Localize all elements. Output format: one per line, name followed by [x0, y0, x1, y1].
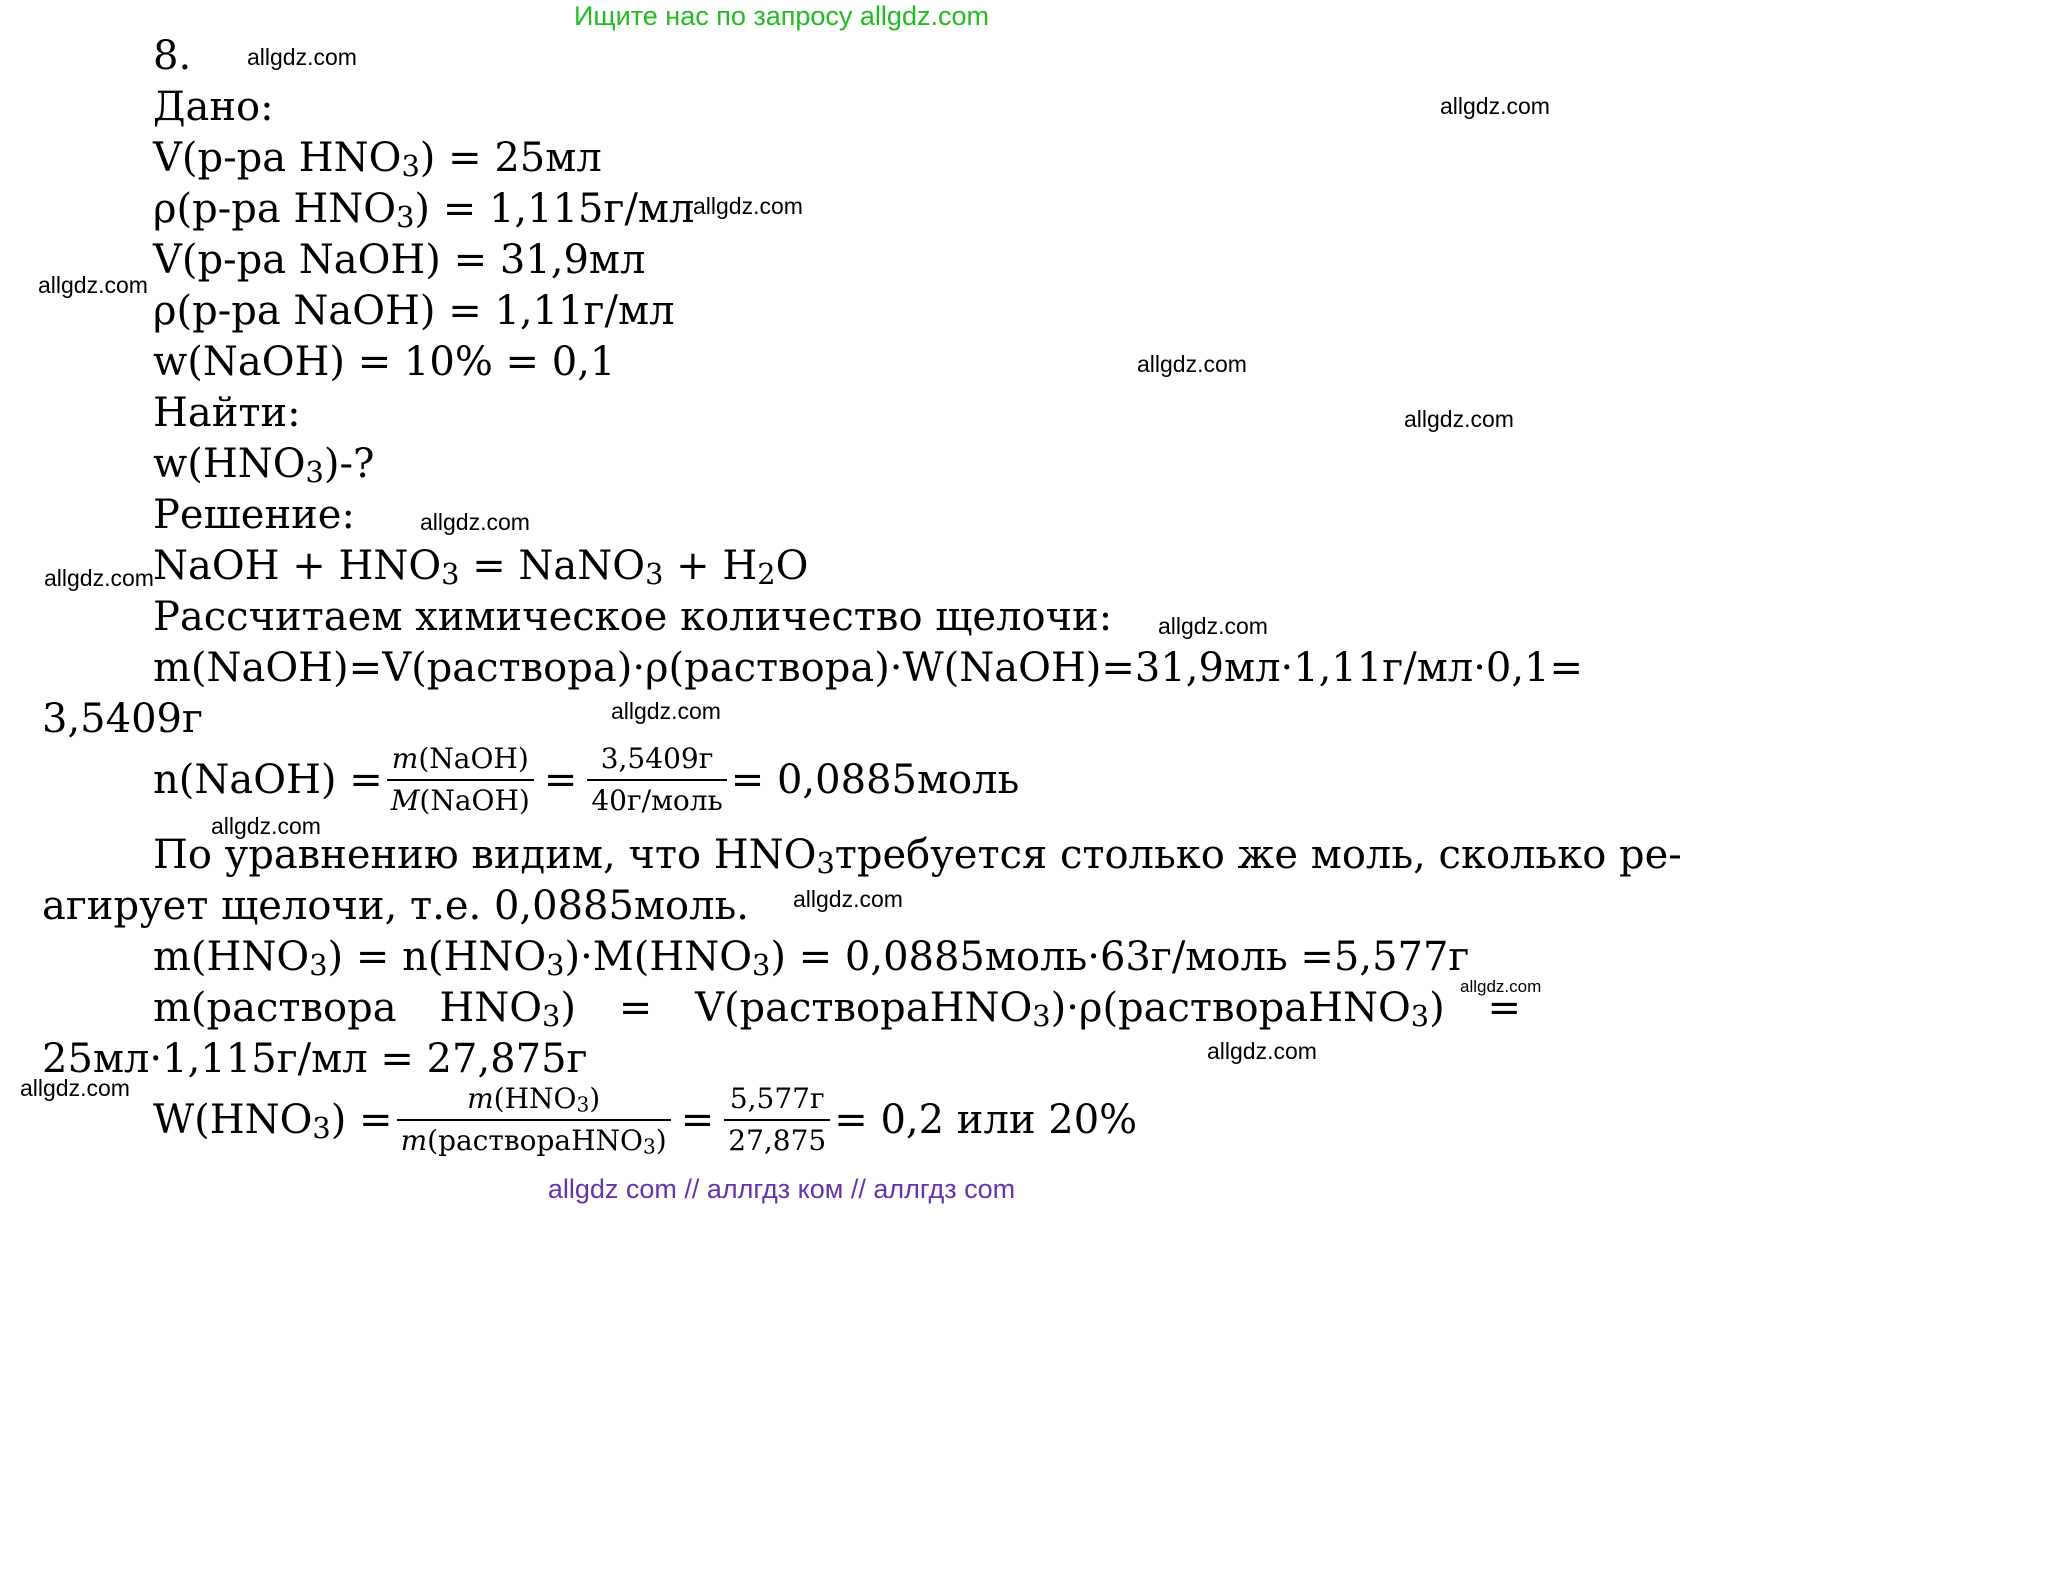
m-solution-result: 25мл·1,115г/мл = 27,875г — [42, 1036, 588, 1082]
watermark: allgdz.com — [693, 193, 803, 219]
w-hno3-formula: $W(HNO_3)$ = $\frac{m(HNO_3)}{m(раствораHNO_3)}$ = $\frac{5,577г}{27,875}$ = 0,2 или 20% — [153, 1082, 1138, 1159]
given-line: ρ(р-ра NaOH) = 1,11г/мл — [153, 288, 675, 334]
watermark: allgdz.com — [1207, 1038, 1317, 1064]
given-line: V(р-ра NaOH) = 31,9мл — [153, 237, 646, 283]
watermark: allgdz.com — [420, 509, 530, 535]
watermark: allgdz.com — [38, 272, 148, 298]
m-solution-line: m(раствора $HNO_3$) = V(раствораHNO$_3$)·ρ(раствораHNO$_3$) = — [153, 985, 1521, 1034]
watermark: allgdz.com — [1440, 93, 1550, 119]
fraction: $\frac{3,5409г}{\text{40г/моль}}$ — [587, 742, 726, 818]
watermark: allgdz.com — [611, 698, 721, 724]
calc-intro: Рассчитаем химическое количество щелочи: — [153, 594, 1113, 640]
find-heading: Найти: — [153, 390, 301, 436]
given-heading: Дано: — [153, 84, 274, 130]
text-line: агирует щелочи, т.е. 0,0885моль. — [42, 883, 750, 929]
reaction-equation: NaOH + $HNO_3$ = NaNO$_3$ + $H_2O$ — [153, 543, 809, 592]
given-line: ρ(р-ра $HNO_3) = 1,115г/мл$ — [153, 186, 695, 235]
solution-heading: Решение: — [153, 492, 355, 538]
footer-links[interactable]: allgdz com // аллгдз ком // аллгдз com — [547, 1174, 1016, 1204]
n-naoh-formula: n(NaOH) = $\frac{\text{m(NaOH)}}{\text{M(NaOH)}}$ = $\frac{3,5409г}{\text{40г/моль}}$ = 0,0885моль — [153, 742, 1020, 817]
watermark: allgdz.com — [1158, 613, 1268, 639]
watermark: allgdz.com — [247, 44, 357, 70]
search-banner[interactable]: Ищите нас по запросу allgdz.com — [574, 1, 989, 31]
m-naoh-line: m(NaOH) = V(раствора)·ρ(раствора)·W(NaOH) = 31,9мл·1,11г/мл·0,1 = — [153, 645, 1584, 691]
fraction: $\frac{m(HNO_3)}{m(раствораHNO_3)}$ — [397, 1082, 671, 1158]
fraction: $\frac{\text{m(NaOH)}}{\text{M(NaOH)}}$ — [387, 742, 534, 818]
m-hno3-line: $m(HNO_3) = n(HNO_3)\cdot M(HNO_3)$ = 0,0885моль·63г/моль =5,577г — [153, 934, 1470, 983]
fraction: $\frac{5,577г}{27,875}$ — [724, 1082, 830, 1158]
watermark: allgdz.com — [44, 565, 154, 591]
given-line: w(NaOH) = 10% = 0,1 — [153, 339, 616, 385]
watermark: allgdz.com — [1404, 406, 1514, 432]
watermark: allgdz.com — [211, 813, 321, 839]
task-number: 8. — [153, 33, 192, 79]
watermark: allgdz.com — [1137, 351, 1247, 377]
m-naoh-result: 3,5409г — [42, 696, 203, 742]
text-line: По уравнению видим, что $HNO_3требуется$ столько же моль, сколько ре- — [153, 832, 1682, 881]
watermark: allgdz.com — [20, 1075, 130, 1101]
find-line: $w(HNO_3)-$? — [153, 441, 375, 490]
watermark: allgdz.com — [1460, 977, 1542, 996]
watermark: allgdz.com — [793, 886, 903, 912]
given-line: V(р-ра $HNO_3) = 25мл$ — [153, 135, 602, 184]
